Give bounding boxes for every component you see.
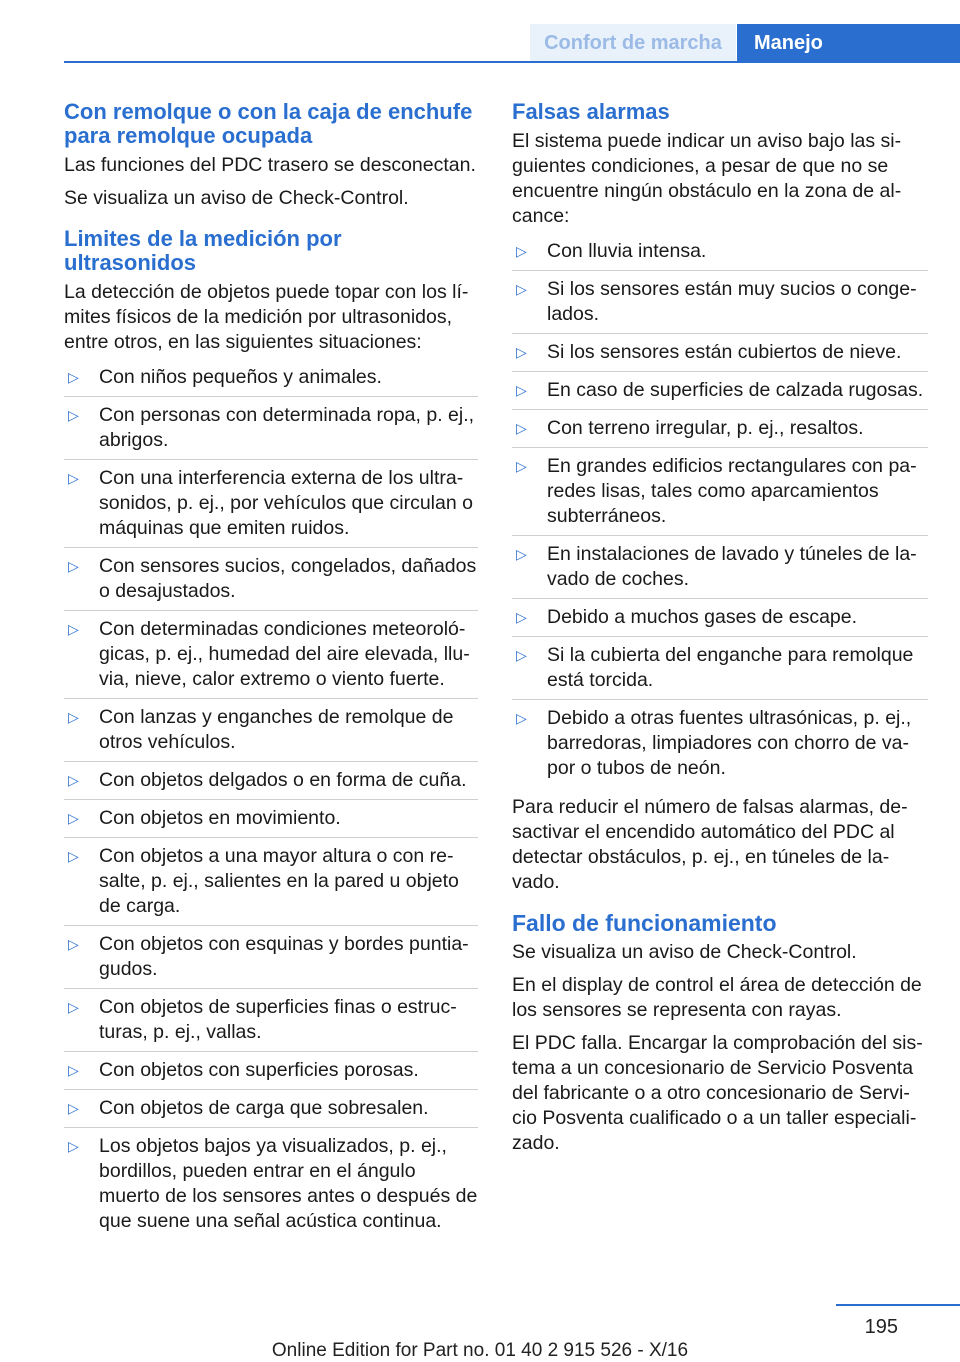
list-item: ▷ Con sensores sucios, congelados, dañados o desajustados. <box>64 547 478 610</box>
paragraph: El PDC falla. Encargar la comprobación del sistema a un concesionario de Servicio Posventa del fabricante o a otro concesionario de Servicio Posventa cualificado o a un taller especializado. <box>512 1032 923 1154</box>
triangle-bullet-icon: ▷ <box>68 1100 79 1116</box>
chapter-tab[interactable]: Manejo <box>737 24 960 62</box>
section-title-trailer: Con remolque o con la caja de enchufe para remolque ocupada <box>64 99 473 148</box>
triangle-bullet-icon: ▷ <box>516 458 527 474</box>
triangle-bullet-icon: ▷ <box>68 772 79 788</box>
triangle-bullet-icon: ▷ <box>68 936 79 952</box>
list-item: ▷ Con personas con determinada ropa, p. ej., abrigos. <box>64 396 478 459</box>
page-header <box>0 0 960 64</box>
triangle-bullet-icon: ▷ <box>68 999 79 1015</box>
triangle-bullet-icon: ▷ <box>68 810 79 826</box>
list-item: ▷ Con objetos con superficies porosas. <box>64 1051 478 1089</box>
list-item: ▷ Con objetos de carga que sobresalen. <box>64 1089 478 1127</box>
section-title-false-alarms: Falsas alarmas <box>512 99 670 124</box>
triangle-bullet-icon: ▷ <box>516 647 527 663</box>
edition-line: Online Edition for Part no. 01 40 2 915 526 - X/16 <box>271 1340 689 1361</box>
list-item: ▷ Si los sensores están muy sucios o congelados. <box>512 270 928 333</box>
list-item: ▷ Con objetos de superficies finas o estructuras, p. ej., vallas. <box>64 988 478 1051</box>
triangle-bullet-icon: ▷ <box>68 848 79 864</box>
list-item: ▷ Los objetos bajos ya visualizados, p. ej., bordillos, pueden entrar en el ángulo muerto de los sensores antes o después de que suene una señal acústica continua. <box>64 1127 478 1240</box>
triangle-bullet-icon: ▷ <box>68 1062 79 1078</box>
triangle-bullet-icon: ▷ <box>68 558 79 574</box>
list-item: ▷ Con objetos en movimiento. <box>64 799 478 837</box>
list-item: ▷ Con una interferencia externa de los ultrasonidos, p. ej., por vehículos que circulan o máquinas que emiten ruidos. <box>64 459 478 547</box>
triangle-bullet-icon: ▷ <box>68 709 79 725</box>
list-item: ▷ Si la cubierta del enganche para remolque está torcida. <box>512 636 928 699</box>
list-item: ▷ Con niños pequeños y animales. <box>68 366 382 388</box>
triangle-bullet-icon: ▷ <box>68 470 79 486</box>
triangle-bullet-icon: ▷ <box>516 546 527 562</box>
right-column <box>512 100 928 1164</box>
false-alarms-list <box>512 237 928 787</box>
triangle-bullet-icon: ▷ <box>516 710 527 726</box>
section-title-malfunction: Fallo de funcionamiento <box>512 910 777 936</box>
triangle-bullet-icon: ▷ <box>68 407 79 423</box>
paragraph: Se visualiza un aviso de Check-Control. <box>64 187 409 209</box>
limits-list <box>64 363 478 1240</box>
list-item: ▷ Con lluvia intensa. <box>516 240 707 262</box>
paragraph: En el display de control el área de detección de los sensores se representa con rayas. <box>512 974 922 1021</box>
paragraph: Para reducir el número de falsas alarmas, desactivar el encendido automático del PDC al detectar obstáculos, p. ej., en túneles de lavado. <box>512 796 908 893</box>
left-column <box>64 100 478 1248</box>
triangle-bullet-icon: ▷ <box>516 281 527 297</box>
triangle-bullet-icon: ▷ <box>68 1138 79 1154</box>
list-item: ▷ Con objetos a una mayor altura o con resalte, p. ej., salientes en la pared u objeto de carga. <box>64 837 478 925</box>
list-item: ▷ Con terreno irregular, p. ej., resaltos. <box>512 409 928 447</box>
list-item: ▷ Con objetos delgados o en forma de cuña. <box>64 761 478 799</box>
paragraph: La detección de objetos puede topar con los límites físicos de la medición por ultrasonidos, entre otros, en las siguientes situaciones: <box>64 281 469 353</box>
section-tab[interactable]: Confort de marcha <box>530 24 736 62</box>
list-item: ▷ En instalaciones de lavado y túneles de lavado de coches. <box>512 535 928 598</box>
list-item: ▷ En caso de superficies de calzada rugosas. <box>512 371 928 409</box>
triangle-bullet-icon: ▷ <box>516 382 527 398</box>
paragraph: Se visualiza un aviso de Check-Control. <box>512 941 857 963</box>
triangle-bullet-icon: ▷ <box>68 621 79 637</box>
list-item: ▷ Con objetos con esquinas y bordes puntiagudos. <box>64 925 478 988</box>
list-item: ▷ Con lanzas y enganches de remolque de otros vehículos. <box>64 698 478 761</box>
triangle-bullet-icon: ▷ <box>516 609 527 625</box>
list-item: ▷ En grandes edificios rectangulares con paredes lisas, tales como aparcamientos subterráneos. <box>512 447 928 535</box>
triangle-bullet-icon: ▷ <box>68 369 79 385</box>
list-item: ▷ Si los sensores están cubiertos de nieve. <box>512 333 928 371</box>
section-title-ultrasound-limits: Limites de la medición por ultrasonidos <box>64 226 342 275</box>
triangle-bullet-icon: ▷ <box>516 420 527 436</box>
list-item: ▷ Debido a muchos gases de escape. <box>512 598 928 636</box>
paragraph: Las funciones del PDC trasero se desconectan. <box>64 154 476 176</box>
triangle-bullet-icon: ▷ <box>516 344 527 360</box>
list-item: ▷ Con determinadas condiciones meteorológicas, p. ej., humedad del aire elevada, lluvia, nieve, calor extremo o viento fuerte. <box>64 610 478 698</box>
triangle-bullet-icon: ▷ <box>516 243 527 259</box>
page-number: 195 <box>864 1316 898 1338</box>
header-divider <box>64 61 960 63</box>
footer-divider <box>836 1304 960 1306</box>
paragraph: El sistema puede indicar un aviso bajo las siguientes condiciones, a pesar de que no se encuentre ningún obstáculo en la zona de alcance: <box>512 130 902 227</box>
list-item: ▷ Debido a otras fuentes ultrasónicas, p. ej., barredoras, limpiadores con chorro de vapor o tubos de neón. <box>512 699 928 787</box>
